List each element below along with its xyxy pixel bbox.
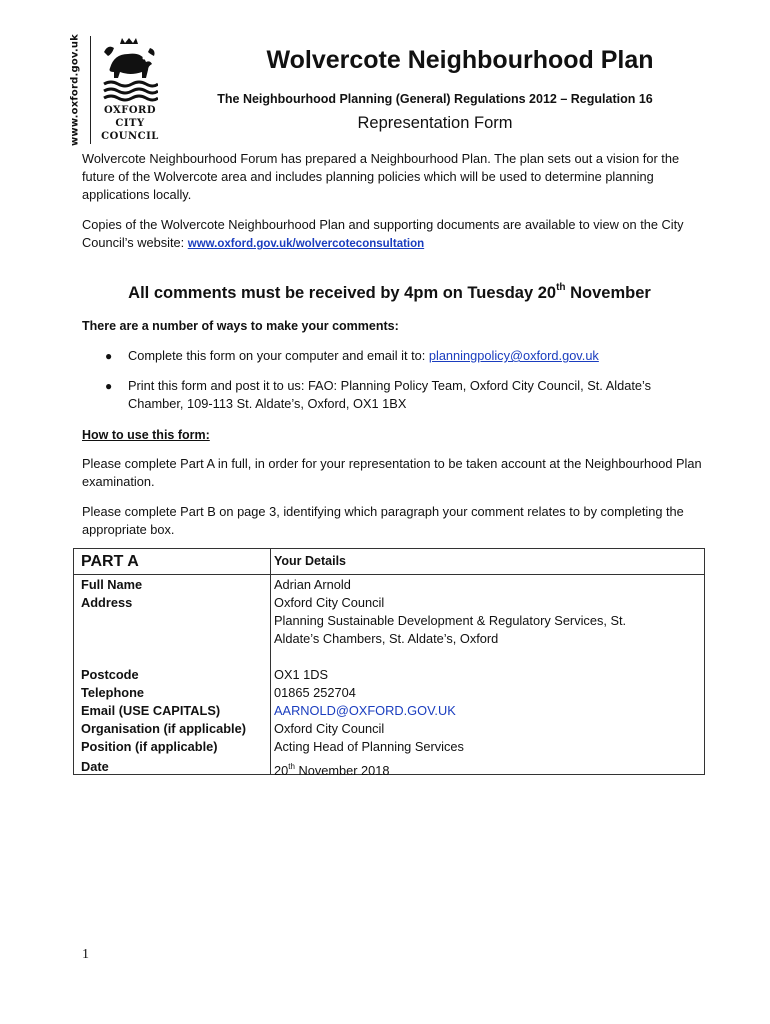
email-link[interactable]: planningpolicy@oxford.gov.uk bbox=[428, 348, 599, 363]
bullet-icon: ● bbox=[105, 349, 113, 363]
part-a-title: PART A bbox=[81, 553, 139, 570]
logo-url-text: www.oxford.gov.uk bbox=[69, 33, 81, 147]
organisation-label: Organisation (if applicable) bbox=[81, 721, 246, 736]
logo-name-line: COUNCIL bbox=[101, 131, 159, 142]
postcode-field[interactable]: OX1 1DS bbox=[274, 667, 329, 682]
address-line: Planning Sustainable Development & Regulatory Services, St. bbox=[274, 613, 627, 628]
position-label: Position (if applicable) bbox=[81, 739, 218, 754]
deadline-sup: th bbox=[556, 282, 566, 293]
date-label: Date bbox=[81, 759, 109, 774]
form-name: Representation Form bbox=[357, 114, 513, 132]
deadline-heading bbox=[82, 282, 697, 303]
bullet-text: Complete this form on your computer and email it to: bbox=[128, 348, 429, 363]
address-field[interactable] bbox=[274, 594, 626, 648]
howto-paragraph: Please complete Part B on page 3, identifying which paragraph your comment relates to by completing the appropriate box. bbox=[82, 504, 684, 537]
logo-url bbox=[66, 33, 84, 147]
full-name-label: Full Name bbox=[81, 577, 143, 592]
copies-text: Copies of the Wolvercote Neighbourhood Plan and supporting documents are available to view on the City Council’s website: bbox=[82, 217, 684, 250]
table-divider bbox=[270, 549, 271, 774]
telephone-field[interactable]: 01865 252704 bbox=[274, 685, 356, 700]
address-line: Aldate’s Chambers, St. Aldate’s, Oxford bbox=[274, 631, 499, 646]
oxford-city-council-logo bbox=[66, 33, 166, 148]
howto-paragraph: Please complete Part A in full, in order for your representation to be taken account at the Neighbourhood Plan examination. bbox=[82, 456, 702, 489]
deadline-text: All comments must be received by 4pm on Tuesday 20 bbox=[128, 284, 557, 302]
date-day: 20 bbox=[274, 763, 289, 778]
bullet-icon: ● bbox=[105, 379, 113, 393]
regulation-subtitle: The Neighbourhood Planning (General) Regulations 2012 – Regulation 16 bbox=[217, 92, 653, 106]
ways-heading: There are a number of ways to make your comments: bbox=[82, 319, 399, 333]
copies-paragraph bbox=[82, 216, 702, 253]
organisation-field[interactable]: Oxford City Council bbox=[274, 721, 385, 736]
howto-heading: How to use this form: bbox=[82, 428, 210, 442]
logo-name bbox=[94, 104, 166, 143]
consultation-link[interactable]: www.oxford.gov.uk/wolvercoteconsultation bbox=[187, 238, 425, 250]
full-name-field[interactable]: Adrian Arnold bbox=[274, 577, 351, 592]
date-rest: November 2018 bbox=[294, 763, 390, 778]
position-field[interactable]: Acting Head of Planning Services bbox=[274, 739, 464, 754]
telephone-label: Telephone bbox=[81, 685, 145, 700]
email-field[interactable]: AARNOLD@OXFORD.GOV.UK bbox=[274, 703, 456, 718]
part-a-table bbox=[73, 548, 705, 778]
table-divider bbox=[74, 574, 704, 575]
address-label: Address bbox=[81, 595, 133, 610]
intro-paragraph: Wolvercote Neighbourhood Forum has prepared a Neighbourhood Plan. The plan sets out a vision for the future of the Wolvercote area and includes planning policies which will be used to determine planning applications locally. bbox=[82, 151, 680, 202]
document-title: Wolvercote Neighbourhood Plan bbox=[266, 46, 654, 74]
email-label: Email (USE CAPITALS) bbox=[81, 703, 221, 718]
page-number: 1 bbox=[82, 947, 89, 962]
oxford-ox-crest-icon bbox=[100, 38, 158, 104]
postcode-label: Postcode bbox=[81, 667, 139, 682]
logo-divider bbox=[90, 36, 91, 144]
date-field[interactable] bbox=[274, 758, 390, 780]
your-details-heading: Your Details bbox=[274, 554, 347, 568]
bullet-text: Print this form and post it to us: FAO: Planning Policy Team, Oxford City Council, St. Aldate’s Chamber, 109-113 St. Aldate’s, Oxford, OX1 1BX bbox=[128, 378, 652, 411]
deadline-month: November bbox=[565, 284, 651, 302]
logo-name-line: OXFORD bbox=[103, 105, 157, 116]
date-sup: th bbox=[288, 762, 295, 771]
logo-name-line: CITY bbox=[115, 118, 145, 129]
address-line: Oxford City Council bbox=[274, 595, 385, 610]
